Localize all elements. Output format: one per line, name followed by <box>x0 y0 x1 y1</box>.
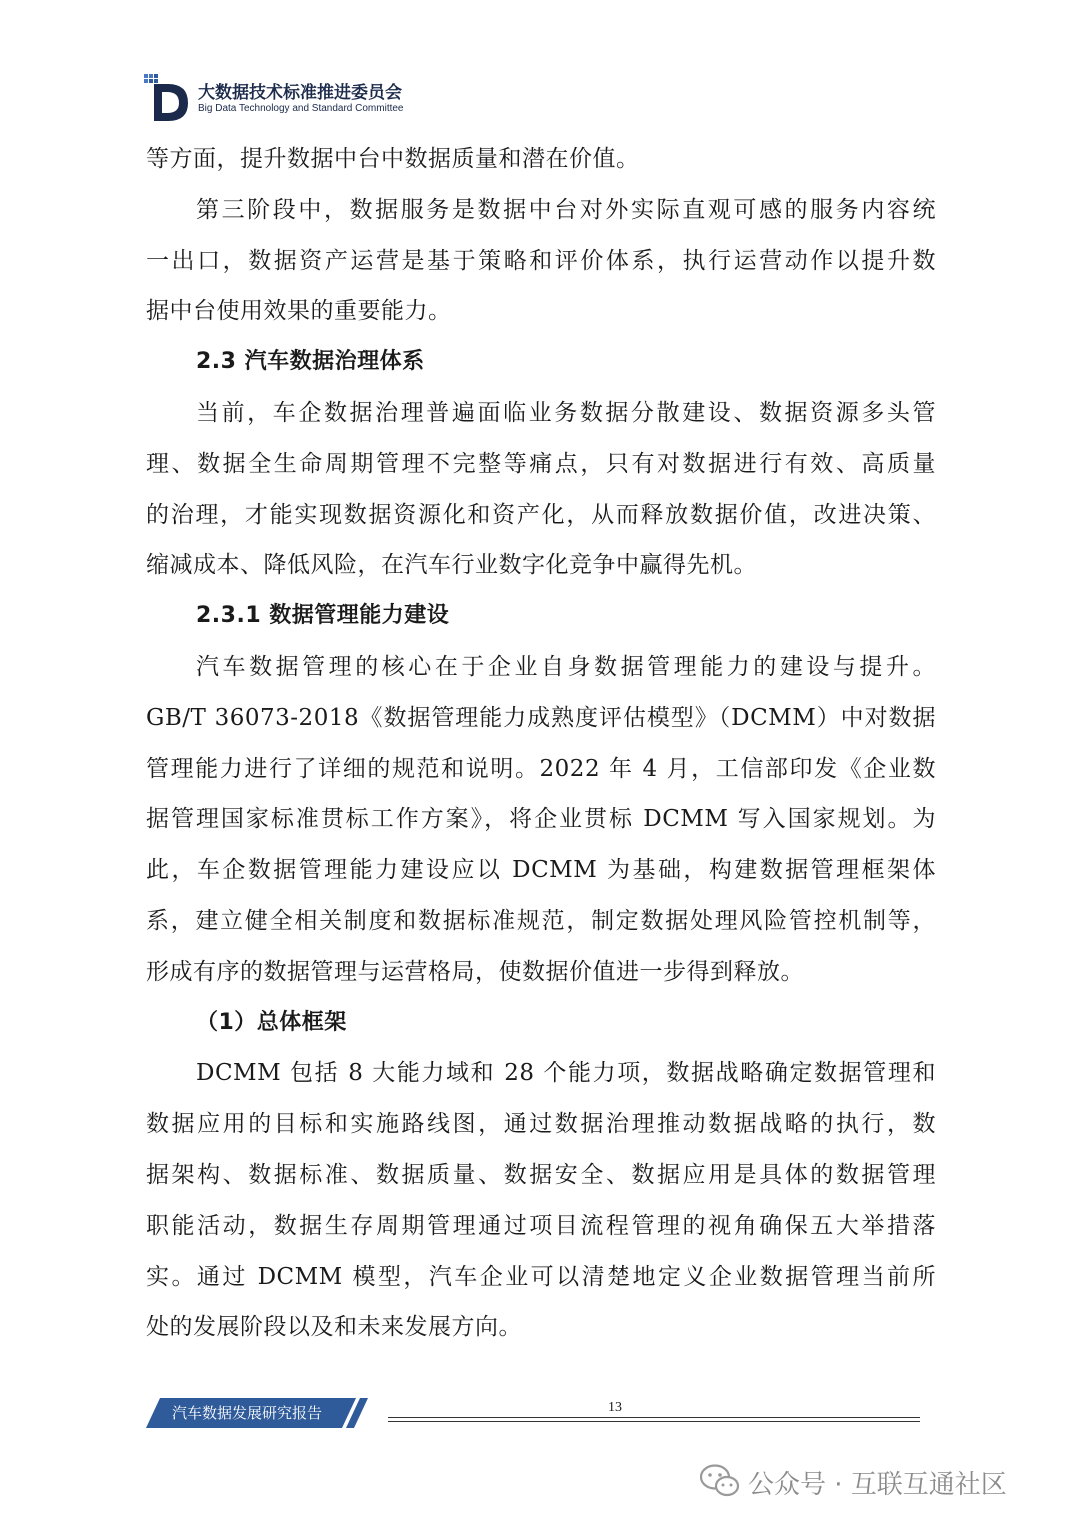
paragraph-line: DCMM 包括 8 大能力域和 28 个能力项，数据战略确定数据管理和 <box>196 1060 936 1087</box>
paragraph-line: 理、数据全生命周期管理不完整等痛点，只有对数据进行有效、高质量 <box>146 450 936 477</box>
footer-rule <box>388 1417 920 1418</box>
paragraph-line: 缩减成本、降低风险，在汽车行业数字化竞争中赢得先机。 <box>146 552 757 579</box>
header-logo <box>144 72 444 124</box>
section-heading: 2.3 汽车数据治理体系 <box>196 349 425 375</box>
paragraph-line: 的治理，才能实现数据资源化和资产化，从而释放数据价值，改进决策、 <box>146 501 936 528</box>
paragraph-line: 据架构、数据标准、数据质量、数据安全、数据应用是具体的数据管理 <box>146 1161 936 1188</box>
paragraph-line: 处的发展阶段以及和未来发展方向。 <box>146 1314 522 1341</box>
paragraph-line: 据管理国家标准贯标工作方案》，将企业贯标 DCMM 写入国家规划。为 <box>146 806 936 833</box>
item-heading: （1）总体框架 <box>196 1009 347 1035</box>
committee-logo-icon <box>144 72 190 122</box>
paragraph-line: 管理能力进行了详细的规范和说明。2022 年 4 月，工信部印发《企业数 <box>146 755 936 782</box>
paragraph-line: 当前，车企数据治理普遍面临业务数据分散建设、数据资源多头管 <box>196 399 936 426</box>
paragraph-line: 形成有序的数据管理与运营格局，使数据价值进一步得到释放。 <box>146 958 804 985</box>
footer-report-title: 汽车数据发展研究报告 <box>172 1404 323 1422</box>
paragraph-line: 数据应用的目标和实施路线图，通过数据治理推动数据战略的执行，数 <box>146 1111 936 1138</box>
paragraph-line: 据中台使用效果的重要能力。 <box>146 298 452 325</box>
paragraph-line: 此，车企数据管理能力建设应以 DCMM 为基础，构建数据管理框架体 <box>146 857 936 884</box>
document-body <box>146 134 936 1353</box>
org-name-cn: 大数据技术标准推进委员会 <box>198 83 402 103</box>
paragraph-line: 第三阶段中，数据服务是数据中台对外实际直观可感的服务内容统 <box>196 196 936 223</box>
watermark-text: 公众号 · 互联互通社区 <box>748 1470 1007 1500</box>
paragraph-line: 职能活动，数据生存周期管理通过项目流程管理的视角确保五大举措落 <box>146 1212 936 1239</box>
paragraph-line: 汽车数据管理的核心在于企业自身数据管理能力的建设与提升。 <box>196 653 936 680</box>
footer-rule <box>388 1421 920 1422</box>
paragraph-line: 一出口，数据资产运营是基于策略和评价体系，执行运营动作以提升数 <box>146 247 936 274</box>
paragraph-line: GB/T 36073-2018《数据管理能力成熟度评估模型》（DCMM）中对数据 <box>146 704 936 731</box>
page-number: 13 <box>608 1400 622 1415</box>
paragraph-line: 等方面，提升数据中台中数据质量和潜在价值。 <box>146 146 640 172</box>
paragraph-line: 实。通过 DCMM 模型，汽车企业可以清楚地定义企业数据管理当前所 <box>146 1263 936 1290</box>
watermark <box>700 1462 1060 1502</box>
wechat-icon <box>700 1464 740 1498</box>
paragraph-line: 系，建立健全相关制度和数据标准规范，制定数据处理风险管控机制等， <box>146 907 936 934</box>
subsection-heading: 2.3.1 数据管理能力建设 <box>196 603 450 629</box>
org-name-en: Big Data Technology and Standard Committee <box>198 103 404 114</box>
